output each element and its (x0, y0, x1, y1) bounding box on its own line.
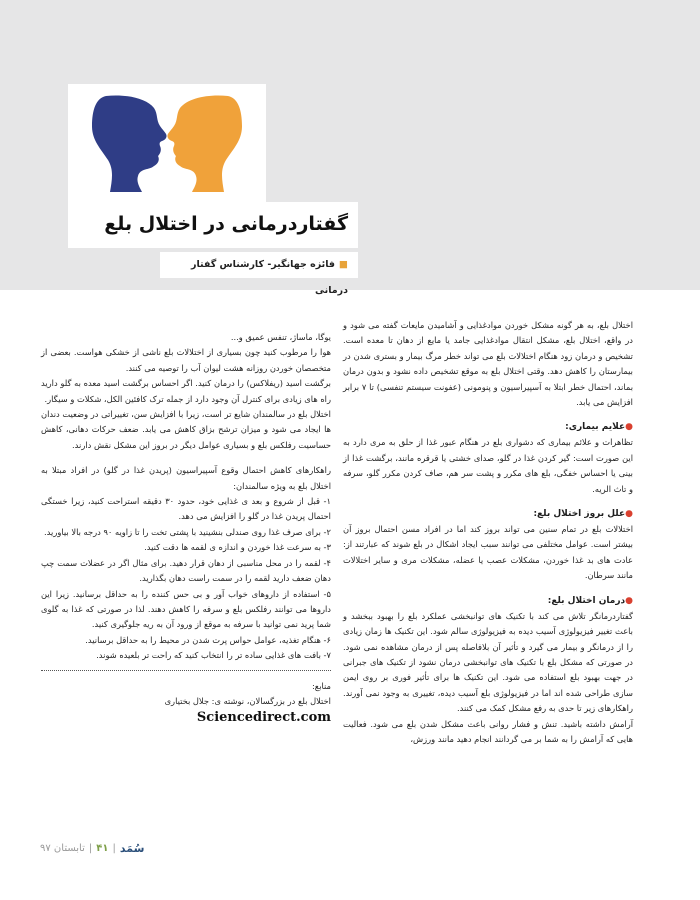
magazine-logo: سُمَد (119, 842, 145, 855)
source-site: Sciencedirect.com (196, 710, 331, 726)
symptoms-heading-text: علایم بیماری: (565, 422, 626, 433)
source-text: اختلال بلع در بزرگسالان، نوشته ی: جلال بختیاری (164, 695, 331, 706)
list-item: ۷- بافت های غذایی ساده تر را انتخاب کنید که راحت تر بلعیده شوند. (96, 650, 331, 661)
title-box (68, 202, 358, 248)
red-dot-icon: ● (625, 422, 633, 433)
list-item: ۵- استفاده از داروهای خواب آور و بی حس کننده را به حداقل برسانید. زیرا این داروها می توانند رفلکس بلع و سرفه را کاهش دهند. لذا در صورتی که غذا به گلوی شما پرید نمی توانید با سرفه به موقع از ورود آن به ریه جلوگیری کنید. (41, 588, 331, 630)
bullet-icon: ■ (339, 259, 348, 270)
page-footer (40, 842, 144, 855)
left-paragraph-4: اختلال بلع در سالمندان شایع تر است، زیرا با افزایش سن، تغییراتی در وضعیت دندان ها ایجاد می شود و میزان ترشح بزاق کاهش می یابد. ضعف حرکات دهانی، کاهش حساسیت رفلکس بلع و بسیاری عوامل دیگر در بروز این مشکل نقش دارند. (41, 409, 331, 450)
page-number: ۴۱ (96, 843, 109, 854)
left-paragraph-1: یوگا، ماساژ، تنفس عمیق و... (230, 332, 331, 342)
issue-season: تابستان ۹۷ (40, 843, 85, 854)
red-dot-icon: ● (625, 595, 633, 606)
symptoms-heading (343, 420, 633, 435)
divider (41, 670, 331, 671)
causes-heading-text: علل بروز اختلال بلع: (533, 509, 626, 520)
treatment-heading-text: درمان اختلال بلع: (547, 595, 626, 606)
list-item: ۴- لقمه را در محل مناسبی از دهان قرار دهید. برای مثال اگر در عضلات سمت چپ دهان ضعف دارید لقمه را در سمت راست دهان بگذارید. (41, 557, 331, 584)
footer-separator: | (112, 843, 116, 854)
relax-paragraph: آرامش داشته باشید. تنش و فشار روانی باعث مشکل شدن بلع می شود. فعالیت هایی که آرامش را به شما بر می گردانند انجام دهید مانند ورزش، (343, 718, 633, 744)
intro-paragraph: اختلال بلع، به هر گونه مشکل خوردن موادغذایی و آشامیدن مایعات گفته می شود و در واقع، اختلال بلع، مشکل انتقال موادغذایی جامد یا مایع از دهان تا معده است. تشخیص و درمان زود هنگام اختلالات بلع می تواند خطر مرگ بیمار و بستری شدن در بیمارستان را کاهش دهد. وقتی اختلال بلع به موقع تشخیص داده نشود و بدون درمان بماند، احتمال خطر ابتلا به آسپیراسیون و پنومونی (عفونت سیستم تنفسی) تا ۷ برابر افزایش می یابد. (343, 320, 633, 408)
list-item: ۳- به سرعت غذا خوردن و اندازه ی لقمه ها دقت کنید. (144, 542, 331, 553)
left-paragraph-2: هوا را مرطوب کنید چون بسیاری از اختلالات بلع ناشی از خشکی هواست. بعضی از متخصصان خوردن روزانه هشت لیوان آب را توصیه می کنند. (41, 347, 331, 373)
list-item: ۱- قبل از شروع و بعد ی غذایی خود، حدود ۳۰ دقیقه استراحت کنید، زیرا خستگی احتمال پریدن غذا در گلو را افزایش می دهد. (41, 496, 331, 522)
logo-box (68, 84, 266, 202)
list-item: ۲- برای صرف غذا روی صندلی بنشینید با پشتی تخت را تا زاویه ۹۰ درجه بالا بیاورید. (44, 526, 331, 537)
symptoms-paragraph: تظاهرات و علائم بیماری که دشواری بلع در هنگام عبور غذا از حلق به مری دارد به این صورت است: گیر کردن غذا در گلو، صدای خشتی یا قرقره مانند، برگشت غذا از بینی یا احساس خفگی، بلع های مکرر و پشت سر هم، صاف کردن مکرر گلو، سرفه و تاث الریه. (343, 437, 633, 494)
right-column (343, 318, 633, 757)
footer-separator: | (88, 843, 93, 854)
list-item: ۶- هنگام تغذیه، عوامل حواس پرت شدن در محیط را به حداقل برسانید. (85, 634, 331, 645)
treatment-heading (343, 594, 633, 609)
left-column (41, 330, 331, 727)
causes-heading (343, 507, 633, 522)
sources-label: منابع: (312, 680, 331, 691)
author-box (160, 252, 358, 296)
left-paragraph-3: برگشت اسید (ریفلاکس) را درمان کنید. اگر احساس برگشت اسید معده به گلو دارید راه های زیادی برای کنترل آن وجود دارد از جمله ترک کافئین الکل، شکلات و سیگار. (41, 378, 331, 404)
author-line (160, 252, 358, 304)
author-text: فائزه جهانگیر- کارشناس گفتار درمانی (190, 259, 348, 296)
left-paragraph-5: راهکارهای کاهش احتمال وقوع آسپیراسیون (پریدن غذا در گلو) در افراد مبتلا به اختلال بلع به ویژه سالمندان: (41, 465, 331, 491)
treatment-paragraph: گفتاردرمانگر تلاش می کند با تکنیک های توانبخشی عملکرد بلع را بهبود ببخشد و باعث تغییر فیزیولوژی آسیب دیده به فیزیولوژی سالم شود. این تکنیک ها زمان زیادی را از درمانگر و بیمار می گیرد و تأثیر آن بلافاصله پس از درمان مشاهده نمی شود. در صورتی که مشکل بلع با تکنیک های توانبخشی درمان نشود از تکنیک های جبرانی در جهت بهبود بلع استفاده می شود. این تکنیک ها برای تأثیر فوری بر روی ایمن سازی طراحی شده اند اما در فیزیولوژی بلع آسیب دیده، تغییری به وجود نمی آورند. راهکارهای زیر تا حدی به رفع مشکل کمک می کنند. (343, 610, 633, 714)
two-faces-logo-icon (68, 84, 266, 202)
red-dot-icon: ● (625, 509, 633, 520)
causes-paragraph: اختلالات بلع در تمام سنین می تواند بروز کند اما در افراد مسن احتمال بروز آن بیشتر است. عوامل مختلفی می توانند سبب ایجاد اشکال در بلع شوند که عبارتند از: عادت های بد غذا خوردن، مشکلات عصب یا عضله، مشکلات مری و سایر اختلالات مانند سرطان. (343, 524, 633, 581)
article-title: گفتاردرمانی در اختلال بلع (104, 213, 348, 235)
